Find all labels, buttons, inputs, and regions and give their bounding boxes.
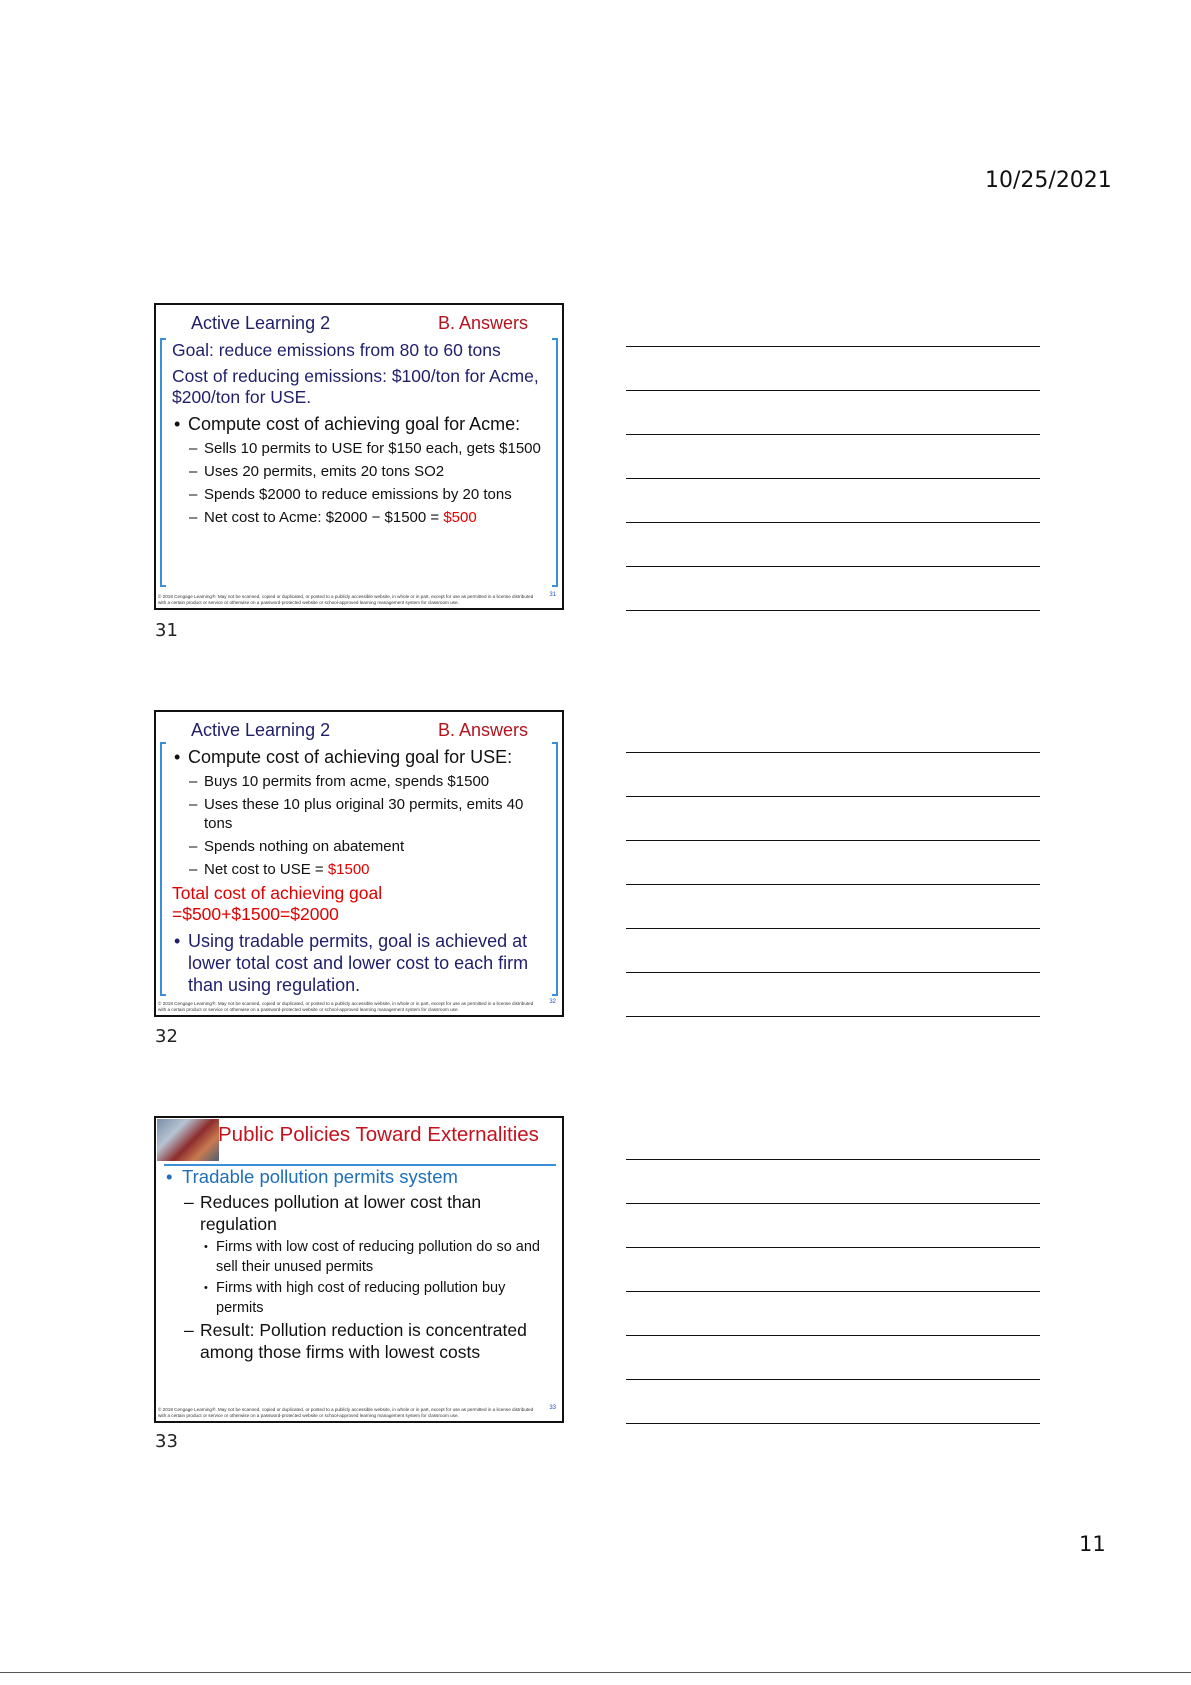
note-line bbox=[626, 1335, 1040, 1336]
dash-text: Reduces pollution at lower cost than regulation bbox=[200, 1192, 482, 1234]
note-line bbox=[626, 1247, 1040, 1248]
dash-item: – Spends $2000 to reduce emissions by 20 tons bbox=[189, 486, 512, 503]
slide-footer-number: 33 bbox=[549, 1405, 556, 1411]
note-line bbox=[626, 1291, 1040, 1292]
dash-item: – Reduces pollution at lower cost than regulation bbox=[184, 1192, 482, 1234]
slide-31 bbox=[154, 303, 564, 610]
note-line bbox=[626, 610, 1040, 611]
page-number: 11 bbox=[1079, 1532, 1106, 1556]
dash-item: – Spends nothing on abatement bbox=[189, 838, 405, 855]
slide-subtitle: B. Answers bbox=[437, 720, 528, 740]
left-bracket bbox=[160, 338, 166, 587]
dash-text: Sells 10 permits to USE for $150 each, gets $1500 bbox=[204, 440, 541, 457]
note-line bbox=[626, 1159, 1040, 1160]
note-line bbox=[626, 752, 1040, 753]
slide-33 bbox=[154, 1116, 564, 1423]
bullet-item: • Compute cost of achieving goal for Acme: bbox=[172, 413, 550, 435]
note-line bbox=[626, 1016, 1040, 1017]
copyright-footer: © 2018 Cengage Learning®. May not be scanned, copied or duplicated, or posted to a publicly accessible website, in whole or in part, except for use as permitted in a license distributed with a certain product or service or otherwise on a password-protected website or school-approved learning management system for classroom use. bbox=[158, 594, 534, 605]
right-bracket bbox=[552, 338, 558, 587]
bottom-edge-line bbox=[0, 1672, 1191, 1673]
slide-header-image bbox=[157, 1119, 219, 1161]
net-cost-item: – Net cost to USE = $1500 bbox=[189, 861, 370, 878]
dash-text: Result: Pollution reduction is concentrated among those firms with lowest costs bbox=[200, 1320, 527, 1362]
note-line bbox=[626, 928, 1040, 929]
dash-item: – Result: Pollution reduction is concentrated among those firms with lowest costs bbox=[184, 1320, 527, 1362]
net-cost-label: Net cost to Acme: $2000 − $1500 = bbox=[204, 509, 444, 526]
slide-footer-number: 31 bbox=[549, 592, 556, 598]
net-cost-item: – Net cost to Acme: $2000 − $1500 = $500 bbox=[189, 509, 477, 526]
bullet-item: • Tradable pollution permits system bbox=[164, 1165, 550, 1189]
slide-body bbox=[164, 1165, 550, 1365]
right-bracket bbox=[552, 742, 558, 996]
copyright-footer: © 2018 Cengage Learning®. May not be scanned, copied or duplicated, or posted to a publicly accessible website, in whole or in part, except for use as permitted in a license distributed with a certain product or service or otherwise on a password-protected website or school-approved learning management system for classroom use. bbox=[158, 1407, 534, 1418]
note-line bbox=[626, 1423, 1040, 1424]
note-line bbox=[626, 840, 1040, 841]
note-line bbox=[626, 1379, 1040, 1380]
copyright-footer: © 2018 Cengage Learning®. May not be scanned, copied or duplicated, or posted to a publicly accessible website, in whole or in part, except for use as permitted in a license distributed with a certain product or service or otherwise on a password-protected website or school-approved learning management system for classroom use. bbox=[158, 1001, 534, 1012]
slide-label: 31 bbox=[155, 620, 178, 641]
dash-item: – Buys 10 permits from acme, spends $1500 bbox=[189, 773, 490, 790]
slide-32 bbox=[154, 710, 564, 1017]
dash-text: Spends nothing on abatement bbox=[204, 838, 405, 855]
slide-body bbox=[172, 340, 550, 531]
note-line bbox=[626, 522, 1040, 523]
note-line bbox=[626, 478, 1040, 479]
dash-text: Uses 20 permits, emits 20 tons SO2 bbox=[204, 463, 445, 480]
net-cost-value: $1500 bbox=[327, 861, 370, 878]
note-line bbox=[626, 796, 1040, 797]
slide-title: Public Policies Toward Externalities bbox=[218, 1123, 539, 1146]
slide-footer-number: 32 bbox=[549, 999, 556, 1005]
dash-text: Spends $2000 to reduce emissions by 20 tons bbox=[204, 486, 512, 503]
bullet-item: • Using tradable permits, goal is achieved at lower total cost and lower cost to each firm than using regulation. bbox=[172, 930, 550, 996]
left-bracket bbox=[160, 742, 166, 996]
dash-item: – Sells 10 permits to USE for $150 each, gets $1500 bbox=[189, 440, 541, 457]
slide-subtitle: B. Answers bbox=[437, 313, 528, 333]
slide-label: 32 bbox=[155, 1026, 178, 1047]
dash-text: Uses these 10 plus original 30 permits, emits 40 tons bbox=[204, 796, 524, 832]
note-line bbox=[626, 346, 1040, 347]
slide-title: Active Learning 2 bbox=[191, 720, 331, 740]
note-line bbox=[626, 972, 1040, 973]
dash-item: – Uses these 10 plus original 30 permits, emits 40 tons bbox=[189, 796, 524, 832]
net-cost-value: $500 bbox=[443, 509, 477, 526]
slide-label: 33 bbox=[155, 1431, 178, 1452]
goal-text: Goal: reduce emissions from 80 to 60 tons bbox=[172, 340, 501, 360]
dash-item: – Uses 20 permits, emits 20 tons SO2 bbox=[189, 463, 445, 480]
sub-bullet-item: • Firms with high cost of reducing pollution buy permits bbox=[164, 1278, 550, 1318]
cost-text: Cost of reducing emissions: $100/ton for Acme, $200/ton for USE. bbox=[172, 366, 539, 407]
total-cost-text: Total cost of achieving goal =$500+$1500=$2000 bbox=[172, 883, 383, 924]
note-line bbox=[626, 566, 1040, 567]
slide-body bbox=[172, 746, 550, 1000]
dash-text: Buys 10 permits from acme, spends $1500 bbox=[204, 773, 490, 790]
note-line bbox=[626, 1203, 1040, 1204]
page-date: 10/25/2021 bbox=[985, 168, 1112, 193]
sub-bullet-item: • Firms with low cost of reducing pollution do so and sell their unused permits bbox=[164, 1237, 550, 1277]
net-cost-label: Net cost to USE = bbox=[204, 861, 328, 878]
note-line bbox=[626, 390, 1040, 391]
note-line bbox=[626, 884, 1040, 885]
note-line bbox=[626, 434, 1040, 435]
bullet-item: • Compute cost of achieving goal for USE: bbox=[172, 746, 550, 768]
slide-title: Active Learning 2 bbox=[191, 313, 331, 333]
